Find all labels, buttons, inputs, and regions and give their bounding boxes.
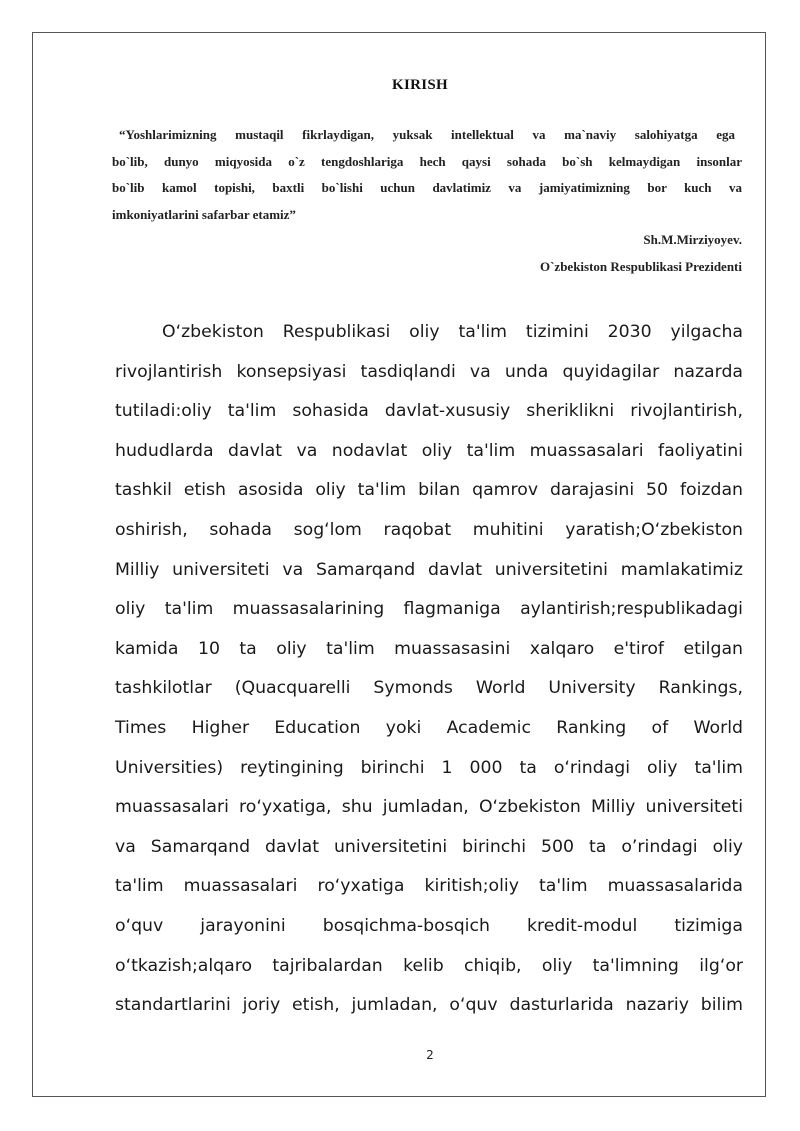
body-line: kamida 10 ta oliy ta'lim muassasasini xalqaro e'tirof etilgan <box>115 638 743 659</box>
body-line: standartlarini joriy etish, jumladan, o‘quv dasturlarida nazariy bilim <box>115 995 743 1016</box>
body-line: oliy ta'lim muassasalarining flagmaniga aylantirish;respublikadagi <box>115 599 743 620</box>
body-line: ta'lim muassasalari ro‘yxatiga kiritish;oliy ta'lim muassasalarida <box>115 876 743 897</box>
body-line: tashkil etish asosida oliy ta'lim bilan qamrov darajasini 50 foizdan <box>115 480 743 501</box>
body-line: tashkilotlar (Quacquarelli Symonds World University Rankings, <box>115 678 743 699</box>
epigraph-line: imkoniyatlarini safarbar etamiz” <box>112 206 296 222</box>
body-line: rivojlantirish konsepsiyasi tasdiqlandi va unda quyidagilar nazarda <box>115 361 743 382</box>
epigraph-quote <box>112 122 742 228</box>
body-paragraph <box>115 313 743 1026</box>
body-line: oshirish, sohada sog‘lom raqobat muhitini yaratish;O‘zbekiston <box>115 519 743 540</box>
epigraph-line: bo`lib, dunyo miqyosida o`z tengdoshlariga hech qaysi sohada bo`sh kelmaydigan insonlar <box>112 153 742 169</box>
document-title: KIRISH <box>392 77 448 93</box>
body-line: o‘tkazish;alqaro tajribalardan kelib chiqib, oliy ta'limning ilg‘or <box>115 955 743 976</box>
body-line: va Samarqand davlat universitetini birinchi 500 ta o’rindagi oliy <box>115 836 743 857</box>
body-line: Milliy universiteti va Samarqand davlat universitetini mamlakatimiz <box>115 559 743 580</box>
page-number: 2 <box>426 1048 434 1062</box>
body-line: O‘zbekiston Respublikasi oliy ta'lim tizimini 2030 yilgacha <box>162 322 743 342</box>
body-line: muassasalari ro‘yxatiga, shu jumladan, O‘zbekiston Milliy universiteti <box>115 797 743 818</box>
epigraph-author-title: O`zbekiston Respublikasi Prezidenti <box>539 259 742 274</box>
epigraph-line: bo`lib kamol topishi, baxtli bo`lishi uchun davlatimiz va jamiyatimizning bor kuch va <box>112 180 742 195</box>
body-line: o‘quv jarayonini bosqichma-bosqich kredit-modul tizimiga <box>115 915 743 936</box>
body-line: Times Higher Education yoki Academic Ranking of World <box>115 717 743 738</box>
body-line: Universities) reytingining birinchi 1 000 ta o‘rindagi oliy ta'lim <box>115 757 743 778</box>
body-line: tutiladi:oliy ta'lim sohasida davlat-xususiy sheriklikni rivojlantirish, <box>115 401 743 422</box>
epigraph-line: “Yoshlarimizning mustaqil fikrlaydigan, yuksak intellektual va ma`naviy salohiyatga ega <box>119 127 735 142</box>
epigraph-author: Sh.M.Mirziyoyev. <box>643 232 742 247</box>
body-line: hududlarda davlat va nodavlat oliy ta'lim muassasalari faoliyatini <box>115 440 743 461</box>
